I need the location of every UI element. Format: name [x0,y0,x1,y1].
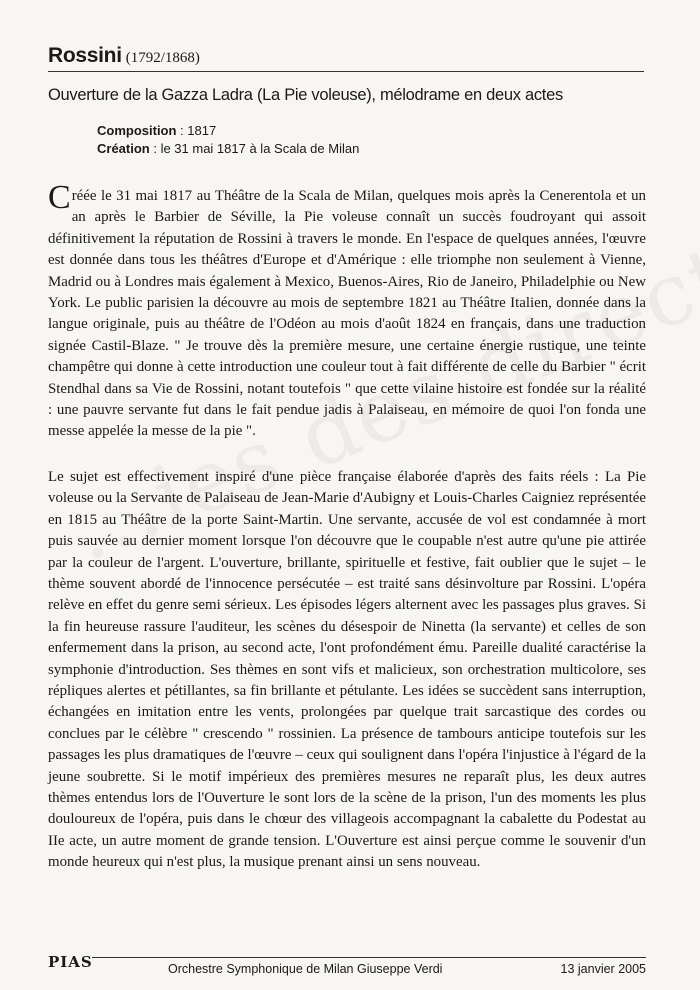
page-footer [48,955,646,977]
footer-divider [92,957,646,958]
creation-value: : le 31 mai 1817 à la Scala de Milan [149,141,360,156]
page-header [48,44,644,72]
creation-row [97,140,359,158]
work-title: Ouverture de la Gazza Ladra (La Pie voleuse), mélodrame en deux actes [48,86,563,104]
article-body [48,179,646,874]
footer-orchestra: Orchestre Symphonique de Milan Giuseppe Verdi [168,962,443,976]
publisher-logo: PIAS [48,953,93,971]
creation-label: Création [97,141,150,156]
footer-date: 13 janvier 2005 [560,962,646,976]
work-meta [97,122,359,158]
drop-cap: C [48,179,71,216]
composer-years: (1792/1868) [125,50,200,66]
composition-value: : 1817 [176,123,217,138]
composition-row [97,122,359,140]
composer-name: Rossini [48,44,122,67]
composition-label: Composition [97,123,177,138]
paragraph-1 [48,179,646,443]
paragraph-1-text: réée le 31 mai 1817 au Théâtre de la Scala de Milan, quelques mois après la Cenerentola et un an après le Barbier de Séville, la Pie voleuse connaît un succès foudroyant qui assoit définitivement la réputation de Rossini à travers le monde. En l'espace de quelques années, l'œuvre est donnée dans tous les théâtres d'Europe et d'Amérique : elle triomphe non seulement à Vienne, Madrid ou à Londres mais également à Mexico, Buenos-Aires, Rio de Janeiro, Philadelphie ou New York. Le public parisien la découvre au mois de septembre 1821 au Théâtre Italien, donnée dans la langue originale, puis au théâtre de l'Odéon au mois d'août 1824 en français, dans une traduction signée Castil-Blaze. " Je trouve dès la première mesure, une certaine énergie rustique, une teinte champêtre qui donne à cette introduction une couleur tout à fait différente de celle du Barbier " écrit Stendhal dans sa Vie de Rossini, notant toutefois " que cette vilaine histoire est fondée sur la réalité : une pauvre servante fut dans le fait pendue jadis à Palaiseau, en mémoire de quoi l'on fonda une messe appelée la messe de la pie ". [48,188,646,440]
paragraph-2: Le sujet est effectivement inspiré d'une pièce française élaborée d'après des faits réels : La Pie voleuse ou la Servante de Palaiseau de Jean-Marie d'Aubigny et Louis-Charles Caigniez représentée en 1815 au Théâtre de la porte Saint-Martin. Une servante, accusée de vol est condamnée à mort puis sauvée au dernier moment lorsque l'on découvre que le coupable n'est autre qu'une pie attirée par la couleur de l'argent. L'ouverture, brillante, spirituelle et festive, fait oublier que le sujet – le thème souvent abordé de l'innocence persécutée – est traité sans désinvolture par Rossini. L'opéra relève en effet du genre semi sérieux. Les épisodes légers alternent avec les passages plus graves. Si la fin heureuse rassure l'auditeur, les scènes du désespoir de Ninetta (la servante) et celles de son enfermement dans la prison, au second acte, l'ont profondément ému. Pareille dualité caractérise la symphonie d'introduction. Ses thèmes en sont vifs et malicieux, son orchestration multicolore, ses répliques alertes et pétillantes, sa fin brillante et pétulante. Les idées se succèdent sans interruption, échangées en imitation entre les vents, prolongées par quelque trait sarcastique des cordes ou conclues par le célèbre " crescendo " rossinien. La présence de tambours anticipe toutefois sur les passages les plus dramatiques de l'œuvre – ceux qui soulignent dans l'opéra l'injustice à l'égard de la jeune soubrette. Si le motif impérieux des premières mesures ne reparaît plus, les deux autres thèmes entendus lors de l'Ouverture le sont lors de la scène de la prison, l'un des moments les plus douloureux de l'opéra, puis dans le chœur des villageois accompagnant la cabalette du Podestat au IIe acte, un autre moment de grande tension. L'Ouverture est ainsi perçue comme le souvenir d'un monde heureux qui n'est plus, la musique prenant ainsi un sens nouveau. [48,468,646,871]
